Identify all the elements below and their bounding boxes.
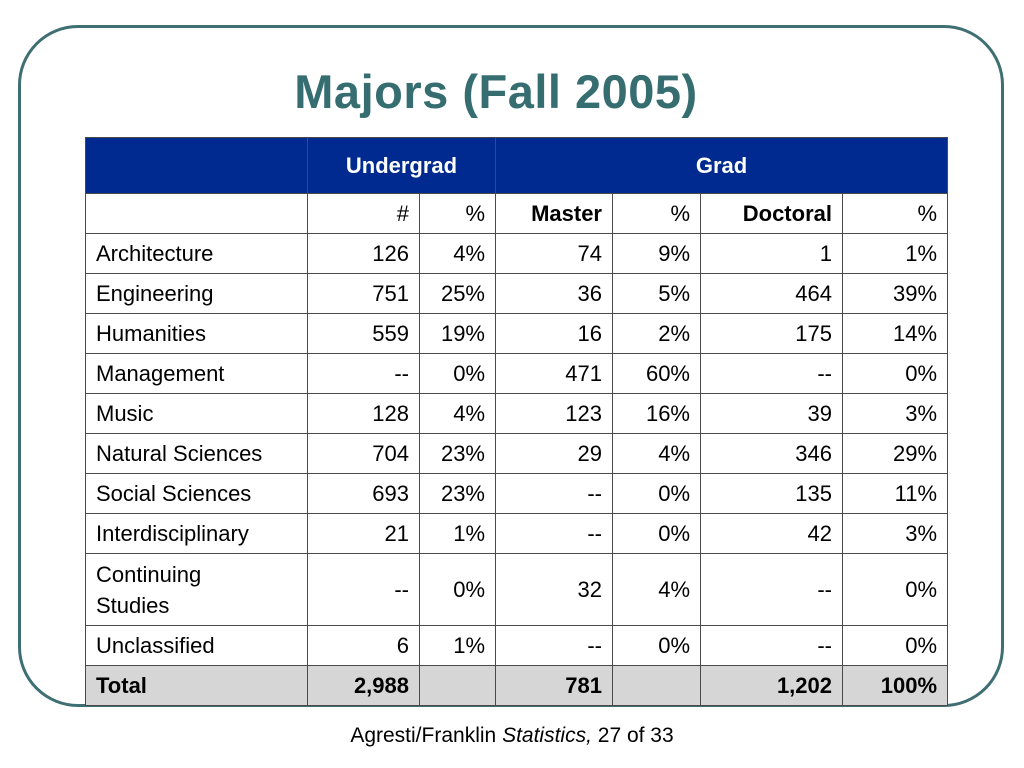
cell-m-n: -- [496, 514, 613, 554]
cell-d-p: 14% [843, 314, 948, 354]
cell-ug-n: 126 [308, 234, 420, 274]
cell-d-p: 3% [843, 514, 948, 554]
cell-d-n: 39 [701, 394, 843, 434]
cell-d-p: 0% [843, 554, 948, 626]
cell-ug-n: 751 [308, 274, 420, 314]
slide-title: Majors (Fall 2005) [294, 65, 698, 118]
cell-m-p: 4% [613, 554, 701, 626]
total-row [86, 666, 948, 706]
cell-d-n: 42 [701, 514, 843, 554]
cell-d-p: 39% [843, 274, 948, 314]
cell-m-p: 16% [613, 394, 701, 434]
majors-table [85, 137, 948, 706]
group-header-row [86, 138, 948, 194]
major-name: Natural Sciences [86, 434, 308, 474]
total-d-p: 100% [843, 666, 948, 706]
total-label: Total [86, 666, 308, 706]
cell-m-n: -- [496, 474, 613, 514]
cell-ug-n: 21 [308, 514, 420, 554]
cell-m-p: 4% [613, 434, 701, 474]
table-row [86, 514, 948, 554]
cell-d-p: 0% [843, 354, 948, 394]
footer-page: 27 of 33 [597, 724, 674, 747]
cell-d-n: 346 [701, 434, 843, 474]
major-name: Interdisciplinary [86, 514, 308, 554]
total-d-n: 1,202 [701, 666, 843, 706]
cell-m-n: 471 [496, 354, 613, 394]
table-row [86, 274, 948, 314]
footer-book: Statistics, [502, 724, 592, 747]
cell-ug-n: -- [308, 554, 420, 626]
major-name: Music [86, 394, 308, 434]
subheader-blank [86, 194, 308, 234]
cell-m-p: 60% [613, 354, 701, 394]
cell-m-n: 32 [496, 554, 613, 626]
total-ug-p [420, 666, 496, 706]
subheader-doctoral: Doctoral [701, 194, 843, 234]
cell-d-p: 29% [843, 434, 948, 474]
cell-ug-p: 4% [420, 234, 496, 274]
cell-d-n: -- [701, 626, 843, 666]
cell-d-p: 1% [843, 234, 948, 274]
major-name: Continuing Studies [86, 554, 308, 626]
header-blank [86, 138, 308, 194]
subheader-pct-doctoral: % [843, 194, 948, 234]
header-grad: Grad [496, 138, 948, 194]
major-name: Unclassified [86, 626, 308, 666]
subheader-pct-master: % [613, 194, 701, 234]
cell-ug-p: 23% [420, 434, 496, 474]
cell-m-n: 123 [496, 394, 613, 434]
table-row [86, 314, 948, 354]
cell-ug-n: 693 [308, 474, 420, 514]
cell-d-n: 175 [701, 314, 843, 354]
total-ug-n: 2,988 [308, 666, 420, 706]
subheader-row [86, 194, 948, 234]
header-undergrad: Undergrad [308, 138, 496, 194]
cell-d-p: 3% [843, 394, 948, 434]
cell-ug-p: 19% [420, 314, 496, 354]
cell-ug-p: 0% [420, 554, 496, 626]
footer-authors: Agresti/Franklin [350, 724, 497, 747]
table-row [86, 626, 948, 666]
cell-ug-n: 704 [308, 434, 420, 474]
table-row [86, 354, 948, 394]
subheader-count: # [308, 194, 420, 234]
cell-d-n: 1 [701, 234, 843, 274]
cell-ug-n: 128 [308, 394, 420, 434]
slide-footer [0, 724, 1024, 748]
subheader-pct-undergrad: % [420, 194, 496, 234]
major-name: Architecture [86, 234, 308, 274]
cell-d-n: 464 [701, 274, 843, 314]
cell-ug-p: 1% [420, 514, 496, 554]
cell-ug-p: 23% [420, 474, 496, 514]
cell-ug-p: 0% [420, 354, 496, 394]
table-row [86, 394, 948, 434]
cell-m-n: 16 [496, 314, 613, 354]
cell-m-p: 9% [613, 234, 701, 274]
cell-m-n: 29 [496, 434, 613, 474]
cell-m-p: 0% [613, 626, 701, 666]
cell-ug-n: 559 [308, 314, 420, 354]
major-name: Engineering [86, 274, 308, 314]
total-m-n: 781 [496, 666, 613, 706]
major-name: Humanities [86, 314, 308, 354]
cell-m-p: 0% [613, 474, 701, 514]
cell-m-n: 74 [496, 234, 613, 274]
cell-d-p: 0% [843, 626, 948, 666]
cell-ug-p: 4% [420, 394, 496, 434]
cell-ug-n: -- [308, 354, 420, 394]
major-name: Management [86, 354, 308, 394]
cell-ug-n: 6 [308, 626, 420, 666]
table-row [86, 554, 948, 626]
table-row [86, 474, 948, 514]
cell-m-p: 0% [613, 514, 701, 554]
cell-m-p: 5% [613, 274, 701, 314]
table-row [86, 234, 948, 274]
total-m-p [613, 666, 701, 706]
cell-m-p: 2% [613, 314, 701, 354]
cell-d-p: 11% [843, 474, 948, 514]
cell-ug-p: 25% [420, 274, 496, 314]
cell-d-n: -- [701, 554, 843, 626]
cell-m-n: -- [496, 626, 613, 666]
cell-d-n: 135 [701, 474, 843, 514]
cell-m-n: 36 [496, 274, 613, 314]
cell-d-n: -- [701, 354, 843, 394]
major-name: Social Sciences [86, 474, 308, 514]
table-row [86, 434, 948, 474]
cell-ug-p: 1% [420, 626, 496, 666]
subheader-master: Master [496, 194, 613, 234]
